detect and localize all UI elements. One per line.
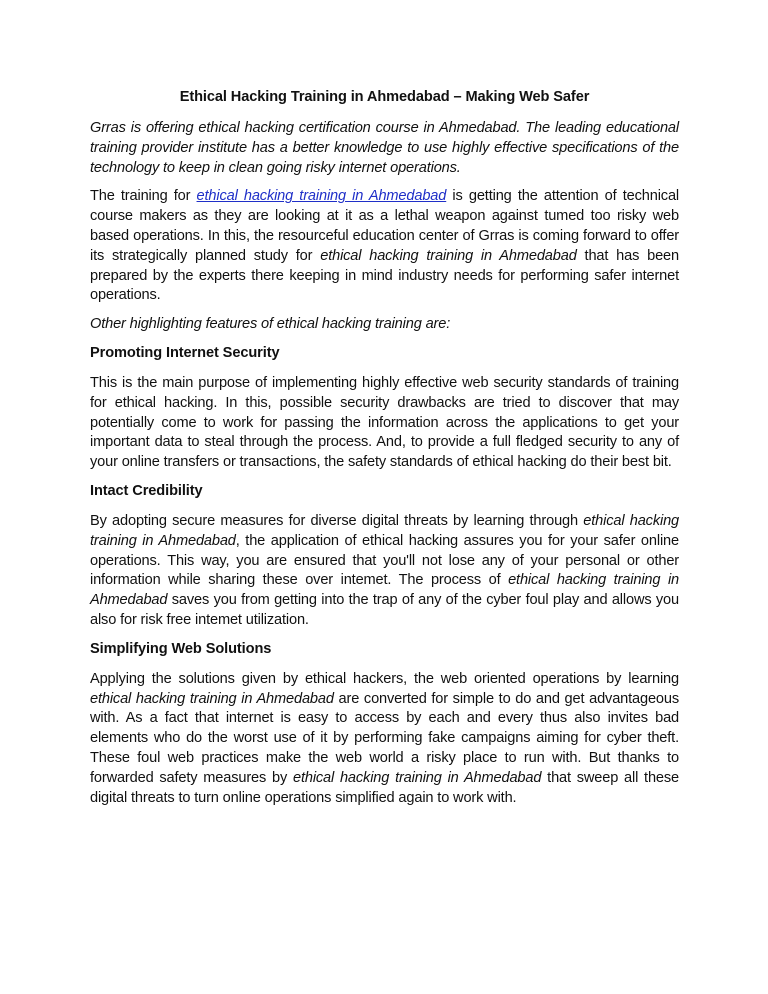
- ethical-hacking-training-link[interactable]: ethical hacking training in Ahmedabad: [196, 188, 447, 205]
- paragraph-text: saves you from getting into the trap of any of the cyber foul play and allows you also for risk free intemet utilization.: [90, 592, 679, 628]
- training-paragraph: [90, 187, 679, 306]
- paragraph-text: , the application of ethical hacking assures you for your safer online operations. This way, you are ensured that you'll not lose any of your personal or other information while sharing these over intemet. The process of: [90, 532, 679, 589]
- paragraph-text: By adopting secure measures for diverse digital threats by learning through: [90, 512, 584, 529]
- intro-paragraph: Grras is offering ethical hacking certification course in Ahmedabad. The leading educational training provider institute has a better knowledge to use highly effective specifications of the technology to keep in clean going risky internet operations.: [90, 120, 679, 176]
- section-heading: Promoting Internet Security: [90, 344, 280, 361]
- keyword-emphasis: ethical hacking training in Ahmedabad: [320, 247, 577, 264]
- section-promoting-internet-security: [90, 344, 679, 473]
- paragraph-text: Applying the solutions given by ethical hackers, the web oriented operations by learning: [90, 670, 679, 687]
- paragraph-text: is getting the attention of technical course makers as they are looking at it as a lethal weapon against tumed too risky web based operations. In this, the resourceful education center of Grras is coming forward to offer its strategically planned study for: [90, 188, 680, 264]
- document-page: [90, 88, 679, 817]
- keyword-emphasis: ethical hacking training in Ahmedabad: [90, 690, 334, 707]
- features-lead-in: Other highlighting features of ethical hacking training are:: [90, 316, 451, 333]
- section-paragraph: [90, 512, 679, 631]
- paragraph-text: that has been prepared by the experts there keeping in mind industry needs for performing safer internet operations.: [90, 247, 679, 304]
- section-intact-credibility: [90, 482, 679, 631]
- section-heading: Intact Credibility: [90, 482, 203, 499]
- paragraph-text: The training for: [90, 188, 197, 205]
- keyword-emphasis: ethical hacking training in Ahmedabad: [90, 572, 680, 609]
- paragraph-text: are converted for simple to do and get advantageous with. As a fact that internet is easy to access by each and every thus also invites bad elements who do the worst use of it by performing fake campaigns aiming for cyber theft. These foul web practices make the web world a risky place to run with. But thanks to forwarded safety measures by: [90, 690, 680, 786]
- document-title: Ethical Hacking Training in Ahmedabad – Making Web Safer: [179, 89, 590, 105]
- section-simplifying-web-solutions: [90, 640, 679, 809]
- paragraph-text: that sweep all these digital threats to turn online operations simplified again to work with.: [90, 769, 679, 806]
- section-paragraph: [90, 670, 679, 809]
- keyword-emphasis: ethical hacking training in Ahmedabad: [90, 512, 679, 549]
- section-heading: Simplifying Web Solutions: [90, 640, 272, 657]
- section-paragraph: This is the main purpose of implementing highly effective web security standards of training for ethical hacking. In this, possible security drawbacks are tried to discover that may potentially come to work for passing the information across the applications to get your important data to steal through the process. And, to provide a full fledged security to any of your online transfers or transactions, the safety standards of ethical hacking do their best bit.: [90, 374, 679, 471]
- keyword-emphasis: ethical hacking training in Ahmedabad: [292, 769, 542, 786]
